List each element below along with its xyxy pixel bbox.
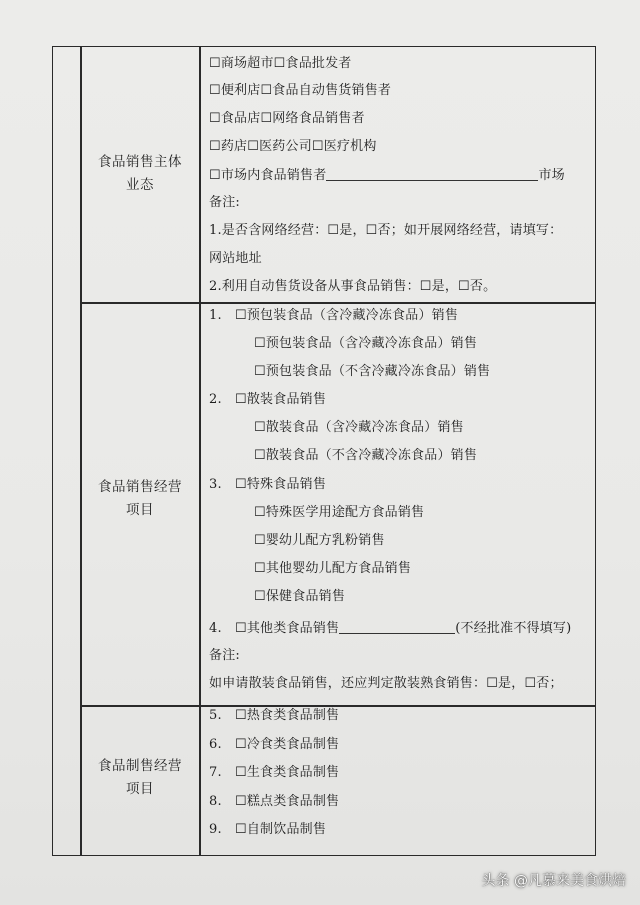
remark-line: 2.利用自动售货设备从事食品销售：☐是，☐否。 — [209, 279, 497, 294]
item-text: ☐生食类食品制售 — [235, 765, 340, 780]
sub-item-row: ☐散装食品（含冷藏冷冻食品）销售 — [254, 420, 464, 435]
watermark: 头条 @凡慕来美食烘焙 — [481, 873, 626, 889]
item-text: ☐特殊食品销售 — [235, 477, 327, 492]
option-row: ☐便利店☐食品自动售货销售者 — [209, 83, 392, 98]
option-row-market — [209, 166, 565, 185]
option-row: ☐药店☐医药公司☐医疗机构 — [209, 139, 377, 154]
item-text: ☐自制饮品制售 — [235, 822, 327, 837]
section-label-line: 食品销售经营 — [98, 479, 182, 495]
sub-item-row: ☐保健食品销售 — [254, 589, 346, 604]
item-row — [209, 821, 326, 839]
section-label-business-format — [82, 151, 198, 197]
item-number: 1. — [209, 308, 222, 323]
item-number: 6. — [209, 737, 222, 752]
row-divider-1 — [80, 302, 596, 304]
item-row — [209, 391, 326, 409]
section-label-line: 项目 — [126, 502, 154, 518]
remark-line: 如申请散装食品销售，还应判定散装熟食销售：☐是，☐否； — [209, 676, 563, 691]
sub-item-row: ☐特殊医学用途配方食品销售 — [254, 505, 425, 520]
item-number: 8. — [209, 794, 222, 809]
remark-line: 网站地址 — [209, 251, 262, 266]
item-text: ☐冷食类食品制售 — [235, 737, 340, 752]
fill-in-blank — [339, 619, 455, 634]
section-label-line: 食品制售经营 — [98, 758, 182, 774]
item-row-other — [209, 619, 571, 638]
sub-item-row: ☐婴幼儿配方乳粉销售 — [254, 533, 385, 548]
sub-item-row: ☐散装食品（不含冷藏冷冻食品）销售 — [254, 448, 478, 463]
option-row: ☐商场超市☐食品批发者 — [209, 56, 352, 71]
item-text: ☐预包装食品（含冷藏冷冻食品）销售 — [235, 308, 459, 323]
item-row — [209, 476, 326, 494]
item-row — [209, 307, 458, 325]
option-suffix: 市场 — [538, 168, 565, 183]
item-text: ☐散装食品销售 — [235, 392, 327, 407]
table-label-column-divider — [199, 46, 201, 856]
item-row — [209, 764, 339, 782]
option-row: ☐食品店☐网络食品销售者 — [209, 111, 365, 126]
sub-item-row: ☐其他婴幼儿配方食品销售 — [254, 561, 412, 576]
item-number: 5. — [209, 708, 222, 723]
item-row — [209, 707, 339, 725]
item-text: ☐热食类食品制售 — [235, 708, 340, 723]
item-number: 7. — [209, 765, 222, 780]
section-label-sales-items — [82, 476, 198, 522]
section-label-line: 食品销售主体 — [98, 154, 182, 170]
item-number: 2. — [209, 392, 222, 407]
item-row — [209, 736, 339, 754]
item-row — [209, 793, 339, 811]
fill-in-blank — [326, 166, 538, 181]
section-label-line: 业态 — [126, 177, 154, 193]
option-text: ☐市场内食品销售者 — [209, 168, 327, 183]
section-label-production-items — [82, 755, 198, 801]
section-label-line: 项目 — [126, 781, 154, 797]
remarks-label: 备注: — [209, 648, 240, 663]
item-number: 3. — [209, 477, 222, 492]
item-text: ☐糕点类食品制售 — [235, 794, 340, 809]
remark-line: 1.是否含网络经营：☐是，☐否；如开展网络经营，请填写： — [209, 223, 563, 238]
remarks-label: 备注: — [209, 195, 240, 210]
item-note: (不经批准不得填写) — [455, 621, 572, 636]
item-number: 9. — [209, 822, 222, 837]
item-text: ☐其他类食品销售 — [235, 621, 340, 636]
sub-item-row: ☐预包装食品（含冷藏冷冻食品）销售 — [254, 336, 478, 351]
item-number: 4. — [209, 621, 222, 636]
sub-item-row: ☐预包装食品（不含冷藏冷冻食品）销售 — [254, 364, 491, 379]
